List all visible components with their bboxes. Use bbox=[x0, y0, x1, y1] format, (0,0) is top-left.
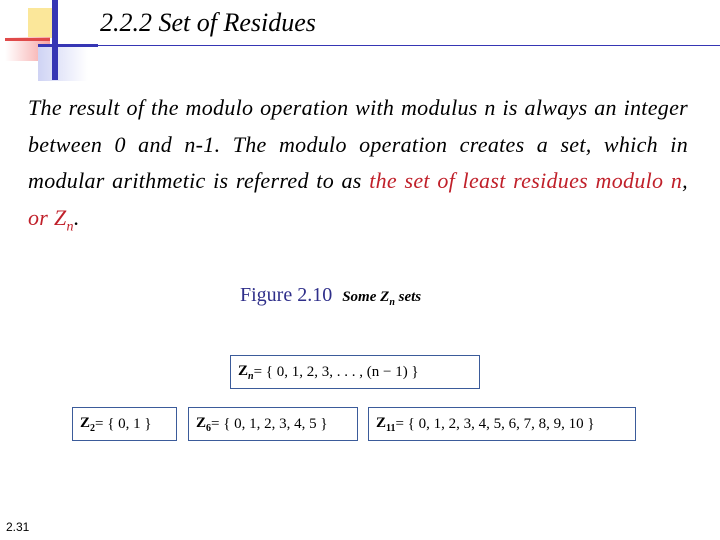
set-symbol-subscript: 6 bbox=[206, 422, 212, 434]
highlight-zn-text: or Z bbox=[28, 204, 67, 230]
set-symbol-z6 bbox=[196, 415, 211, 434]
figure-caption-subscript: n bbox=[389, 297, 395, 308]
set-box-zn bbox=[230, 355, 480, 389]
set-box-z6 bbox=[188, 407, 358, 441]
set-symbol-letter: Z bbox=[80, 414, 91, 431]
set-symbol-z2 bbox=[80, 415, 95, 434]
set-symbol-z11 bbox=[376, 415, 395, 434]
decorative-blue-box bbox=[38, 45, 88, 81]
paragraph-end: . bbox=[73, 204, 80, 230]
set-content-z2: = { 0, 1 } bbox=[95, 415, 152, 432]
paragraph-separator: , bbox=[682, 168, 688, 193]
highlight-zn bbox=[28, 204, 74, 234]
set-content-zn: = { 0, 1, 2, 3, . . . , (n − 1) } bbox=[253, 363, 419, 380]
paragraph-text: The result of the modulo operation with modulus n is always an integer between 0 and n-1. The modulo operation creates a set, which in modular arithmetic is referred to as bbox=[28, 95, 688, 193]
decorative-red-line bbox=[5, 38, 50, 41]
set-symbol-zn bbox=[238, 363, 254, 382]
set-symbol-subscript: 11 bbox=[386, 422, 396, 434]
set-symbol-letter: Z bbox=[238, 362, 249, 379]
set-box-z11 bbox=[368, 407, 636, 441]
title-divider bbox=[56, 45, 720, 46]
slide-number: 2.31 bbox=[6, 520, 30, 534]
highlight-zn-subscript: n bbox=[66, 218, 74, 234]
set-symbol-subscript: 2 bbox=[90, 422, 96, 434]
figure-description bbox=[342, 289, 422, 308]
figure-caption bbox=[240, 284, 421, 308]
set-symbol-letter: Z bbox=[376, 414, 387, 431]
figure-number: Figure 2.10 bbox=[240, 284, 333, 306]
set-content-z11: = { 0, 1, 2, 3, 4, 5, 6, 7, 8, 9, 10 } bbox=[395, 415, 595, 432]
set-content-z6: = { 0, 1, 2, 3, 4, 5 } bbox=[211, 415, 328, 432]
slide-title: 2.2.2 Set of Residues bbox=[100, 8, 316, 37]
set-symbol-letter: Z bbox=[196, 414, 207, 431]
figure-caption-prefix: Some Z bbox=[342, 289, 390, 305]
figure-caption-suffix: sets bbox=[394, 289, 422, 305]
set-symbol-subscript: n bbox=[248, 370, 254, 382]
highlight-least-residues: the set of least residues modulo n bbox=[369, 168, 683, 193]
decorative-blue-vertical-bar bbox=[52, 0, 58, 80]
set-box-z2 bbox=[72, 407, 177, 441]
body-paragraph bbox=[28, 90, 688, 245]
